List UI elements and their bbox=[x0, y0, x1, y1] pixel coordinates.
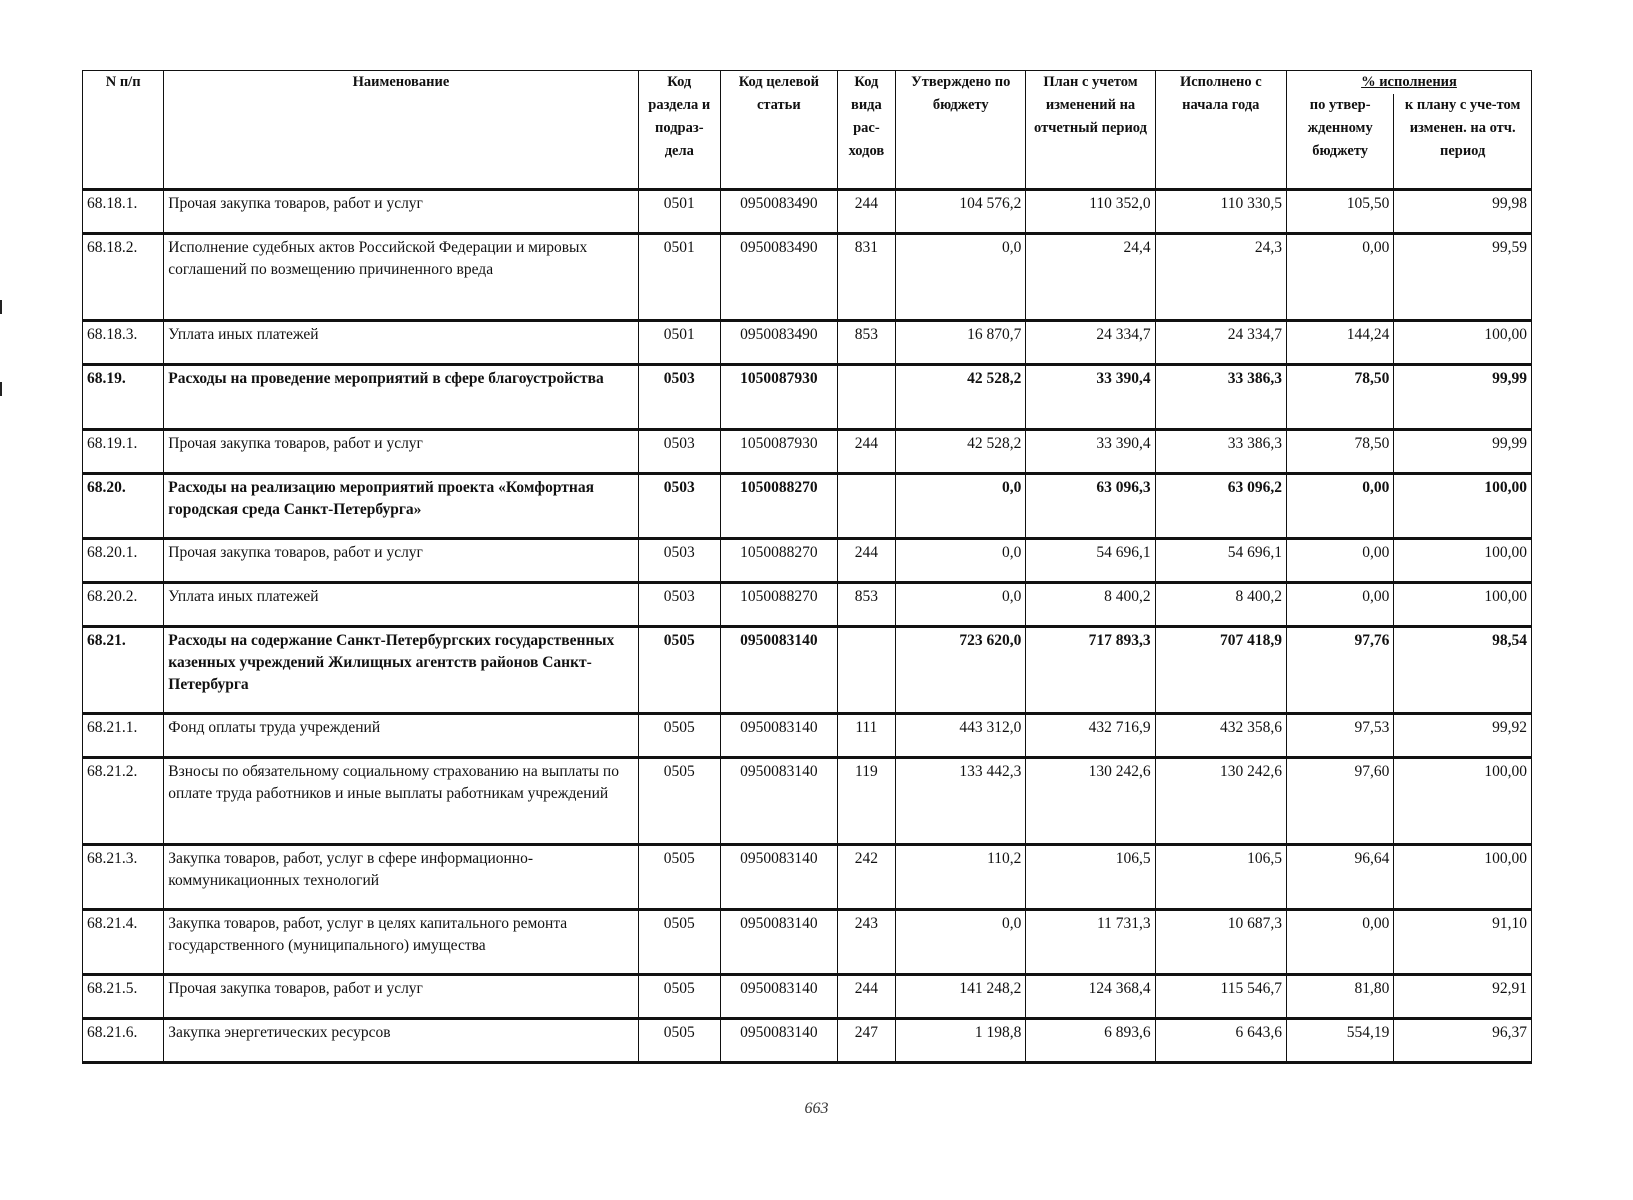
header-approved: Утверждено по бюджету bbox=[896, 71, 1026, 190]
cell-executed: 6 643,6 bbox=[1155, 1019, 1286, 1063]
cell-name: Уплата иных платежей bbox=[164, 321, 638, 365]
cell-percent-plan: 98,54 bbox=[1394, 627, 1532, 714]
cell-percent-plan: 100,00 bbox=[1394, 474, 1532, 539]
header-percent-budget: по утвер-жденному бюджету bbox=[1286, 94, 1393, 190]
cell-percent-plan: 91,10 bbox=[1394, 910, 1532, 975]
cell-percent-budget: 0,00 bbox=[1286, 474, 1393, 539]
cell-approved: 723 620,0 bbox=[896, 627, 1026, 714]
cell-approved: 42 528,2 bbox=[896, 430, 1026, 474]
cell-expense-type bbox=[837, 474, 895, 539]
cell-percent-budget: 0,00 bbox=[1286, 539, 1393, 583]
cell-target-code: 1050088270 bbox=[720, 474, 837, 539]
table-row bbox=[83, 321, 1532, 365]
cell-plan: 33 390,4 bbox=[1026, 365, 1155, 430]
cell-executed: 106,5 bbox=[1155, 845, 1286, 910]
cell-executed: 54 696,1 bbox=[1155, 539, 1286, 583]
cell-plan: 106,5 bbox=[1026, 845, 1155, 910]
cell-percent-budget: 0,00 bbox=[1286, 583, 1393, 627]
cell-approved: 16 870,7 bbox=[896, 321, 1026, 365]
cell-section-code: 0503 bbox=[638, 583, 720, 627]
cell-executed: 24,3 bbox=[1155, 234, 1286, 321]
cell-plan: 432 716,9 bbox=[1026, 714, 1155, 758]
cell-name: Взносы по обязательному социальному страхованию на выплаты по оплате труда работников и иные выплаты работникам учреждений bbox=[164, 758, 638, 845]
cell-expense-type bbox=[837, 365, 895, 430]
cell-section-code: 0505 bbox=[638, 1019, 720, 1063]
cell-executed: 707 418,9 bbox=[1155, 627, 1286, 714]
budget-execution-table bbox=[82, 70, 1532, 1064]
cell-executed: 432 358,6 bbox=[1155, 714, 1286, 758]
table-row bbox=[83, 234, 1532, 321]
cell-percent-budget: 78,50 bbox=[1286, 430, 1393, 474]
cell-section-code: 0505 bbox=[638, 845, 720, 910]
table-row bbox=[83, 1019, 1532, 1063]
cell-approved: 0,0 bbox=[896, 234, 1026, 321]
cell-executed: 24 334,7 bbox=[1155, 321, 1286, 365]
cell-percent-plan: 100,00 bbox=[1394, 539, 1532, 583]
cell-approved: 110,2 bbox=[896, 845, 1026, 910]
cell-num: 68.20.2. bbox=[83, 583, 164, 627]
table-row bbox=[83, 758, 1532, 845]
cell-percent-plan: 99,98 bbox=[1394, 190, 1532, 234]
cell-approved: 104 576,2 bbox=[896, 190, 1026, 234]
cell-percent-plan: 92,91 bbox=[1394, 975, 1532, 1019]
cell-plan: 130 242,6 bbox=[1026, 758, 1155, 845]
cell-percent-plan: 99,99 bbox=[1394, 430, 1532, 474]
cell-num: 68.21.1. bbox=[83, 714, 164, 758]
cell-expense-type: 853 bbox=[837, 321, 895, 365]
cell-plan: 717 893,3 bbox=[1026, 627, 1155, 714]
table-row bbox=[83, 190, 1532, 234]
cell-plan: 24 334,7 bbox=[1026, 321, 1155, 365]
cell-percent-plan: 99,99 bbox=[1394, 365, 1532, 430]
cell-expense-type: 244 bbox=[837, 975, 895, 1019]
cell-plan: 54 696,1 bbox=[1026, 539, 1155, 583]
cell-target-code: 0950083140 bbox=[720, 845, 837, 910]
table-row bbox=[83, 975, 1532, 1019]
cell-section-code: 0505 bbox=[638, 975, 720, 1019]
cell-percent-plan: 99,59 bbox=[1394, 234, 1532, 321]
cell-section-code: 0503 bbox=[638, 539, 720, 583]
cell-approved: 0,0 bbox=[896, 539, 1026, 583]
cell-expense-type bbox=[837, 627, 895, 714]
cell-name: Уплата иных платежей bbox=[164, 583, 638, 627]
header-expense-type-code: Код вида рас-ходов bbox=[837, 71, 895, 190]
cell-name: Прочая закупка товаров, работ и услуг bbox=[164, 539, 638, 583]
cell-num: 68.19. bbox=[83, 365, 164, 430]
cell-percent-plan: 100,00 bbox=[1394, 758, 1532, 845]
cell-expense-type: 119 bbox=[837, 758, 895, 845]
cell-num: 68.18.3. bbox=[83, 321, 164, 365]
cell-percent-budget: 97,53 bbox=[1286, 714, 1393, 758]
table-row bbox=[83, 539, 1532, 583]
cell-section-code: 0505 bbox=[638, 758, 720, 845]
cell-expense-type: 831 bbox=[837, 234, 895, 321]
cell-name: Расходы на реализацию мероприятий проекта «Комфортная городская среда Санкт-Петербурга» bbox=[164, 474, 638, 539]
cell-plan: 24,4 bbox=[1026, 234, 1155, 321]
table-row bbox=[83, 430, 1532, 474]
scan-edge-mark bbox=[0, 300, 2, 314]
table-row bbox=[83, 583, 1532, 627]
cell-name: Закупка товаров, работ, услуг в сфере информационно-коммуникационных технологий bbox=[164, 845, 638, 910]
cell-plan: 33 390,4 bbox=[1026, 430, 1155, 474]
cell-expense-type: 247 bbox=[837, 1019, 895, 1063]
cell-target-code: 0950083490 bbox=[720, 234, 837, 321]
header-plan: План с учетом изменений на отчетный период bbox=[1026, 71, 1155, 190]
cell-approved: 0,0 bbox=[896, 583, 1026, 627]
cell-approved: 0,0 bbox=[896, 474, 1026, 539]
cell-expense-type: 244 bbox=[837, 190, 895, 234]
table-row bbox=[83, 910, 1532, 975]
cell-expense-type: 244 bbox=[837, 539, 895, 583]
cell-num: 68.21.4. bbox=[83, 910, 164, 975]
cell-section-code: 0501 bbox=[638, 234, 720, 321]
table-row bbox=[83, 627, 1532, 714]
cell-executed: 33 386,3 bbox=[1155, 430, 1286, 474]
cell-executed: 8 400,2 bbox=[1155, 583, 1286, 627]
header-name: Наименование bbox=[164, 71, 638, 190]
page-number: 663 bbox=[804, 1100, 829, 1117]
cell-name: Закупка энергетических ресурсов bbox=[164, 1019, 638, 1063]
cell-target-code: 0950083490 bbox=[720, 321, 837, 365]
cell-executed: 10 687,3 bbox=[1155, 910, 1286, 975]
cell-section-code: 0505 bbox=[638, 910, 720, 975]
cell-percent-budget: 96,64 bbox=[1286, 845, 1393, 910]
cell-approved: 1 198,8 bbox=[896, 1019, 1026, 1063]
cell-expense-type: 244 bbox=[837, 430, 895, 474]
table-body bbox=[83, 190, 1532, 1063]
cell-name: Исполнение судебных актов Российской Федерации и мировых соглашений по возмещению причиненного вреда bbox=[164, 234, 638, 321]
cell-expense-type: 111 bbox=[837, 714, 895, 758]
cell-target-code: 0950083140 bbox=[720, 758, 837, 845]
cell-approved: 0,0 bbox=[896, 910, 1026, 975]
cell-approved: 133 442,3 bbox=[896, 758, 1026, 845]
cell-num: 68.21.2. bbox=[83, 758, 164, 845]
cell-plan: 63 096,3 bbox=[1026, 474, 1155, 539]
header-percent-plan: к плану с уче-том изменен. на отч. период bbox=[1394, 94, 1532, 190]
cell-percent-plan: 100,00 bbox=[1394, 321, 1532, 365]
cell-percent-budget: 144,24 bbox=[1286, 321, 1393, 365]
cell-percent-budget: 0,00 bbox=[1286, 234, 1393, 321]
cell-target-code: 0950083490 bbox=[720, 190, 837, 234]
cell-expense-type: 243 bbox=[837, 910, 895, 975]
cell-num: 68.20. bbox=[83, 474, 164, 539]
cell-name: Фонд оплаты труда учреждений bbox=[164, 714, 638, 758]
cell-percent-plan: 100,00 bbox=[1394, 583, 1532, 627]
cell-num: 68.20.1. bbox=[83, 539, 164, 583]
cell-expense-type: 853 bbox=[837, 583, 895, 627]
cell-percent-budget: 81,80 bbox=[1286, 975, 1393, 1019]
cell-target-code: 1050088270 bbox=[720, 539, 837, 583]
cell-executed: 115 546,7 bbox=[1155, 975, 1286, 1019]
table-row bbox=[83, 714, 1532, 758]
cell-target-code: 1050088270 bbox=[720, 583, 837, 627]
scan-edge-mark bbox=[0, 382, 2, 396]
cell-name: Прочая закупка товаров, работ и услуг bbox=[164, 430, 638, 474]
cell-name: Прочая закупка товаров, работ и услуг bbox=[164, 975, 638, 1019]
cell-section-code: 0505 bbox=[638, 627, 720, 714]
cell-num: 68.18.2. bbox=[83, 234, 164, 321]
cell-plan: 8 400,2 bbox=[1026, 583, 1155, 627]
cell-target-code: 0950083140 bbox=[720, 1019, 837, 1063]
cell-percent-plan: 99,92 bbox=[1394, 714, 1532, 758]
cell-section-code: 0503 bbox=[638, 430, 720, 474]
cell-name: Расходы на содержание Санкт-Петербургских государственных казенных учреждений Жилищных агентств районов Санкт-Петербурга bbox=[164, 627, 638, 714]
cell-expense-type: 242 bbox=[837, 845, 895, 910]
cell-approved: 42 528,2 bbox=[896, 365, 1026, 430]
cell-target-code: 0950083140 bbox=[720, 627, 837, 714]
cell-plan: 6 893,6 bbox=[1026, 1019, 1155, 1063]
table-row bbox=[83, 474, 1532, 539]
cell-name: Закупка товаров, работ, услуг в целях капитального ремонта государственного (муниципального) имущества bbox=[164, 910, 638, 975]
cell-name: Расходы на проведение мероприятий в сфере благоустройства bbox=[164, 365, 638, 430]
cell-num: 68.18.1. bbox=[83, 190, 164, 234]
cell-target-code: 0950083140 bbox=[720, 714, 837, 758]
cell-section-code: 0503 bbox=[638, 365, 720, 430]
cell-executed: 130 242,6 bbox=[1155, 758, 1286, 845]
cell-target-code: 0950083140 bbox=[720, 910, 837, 975]
header-section-code: Код раздела и подраз-дела bbox=[638, 71, 720, 190]
cell-executed: 33 386,3 bbox=[1155, 365, 1286, 430]
cell-section-code: 0503 bbox=[638, 474, 720, 539]
cell-percent-budget: 554,19 bbox=[1286, 1019, 1393, 1063]
cell-target-code: 1050087930 bbox=[720, 365, 837, 430]
cell-approved: 443 312,0 bbox=[896, 714, 1026, 758]
cell-num: 68.21.3. bbox=[83, 845, 164, 910]
cell-percent-plan: 96,37 bbox=[1394, 1019, 1532, 1063]
cell-percent-budget: 0,00 bbox=[1286, 910, 1393, 975]
cell-percent-budget: 105,50 bbox=[1286, 190, 1393, 234]
header-target-code: Код целевой статьи bbox=[720, 71, 837, 190]
header-num: N п/п bbox=[83, 71, 164, 190]
header-executed: Исполнено с начала года bbox=[1155, 71, 1286, 190]
cell-executed: 110 330,5 bbox=[1155, 190, 1286, 234]
cell-section-code: 0501 bbox=[638, 190, 720, 234]
cell-percent-budget: 97,76 bbox=[1286, 627, 1393, 714]
cell-section-code: 0505 bbox=[638, 714, 720, 758]
cell-percent-plan: 100,00 bbox=[1394, 845, 1532, 910]
cell-plan: 11 731,3 bbox=[1026, 910, 1155, 975]
cell-target-code: 1050087930 bbox=[720, 430, 837, 474]
cell-plan: 124 368,4 bbox=[1026, 975, 1155, 1019]
cell-target-code: 0950083140 bbox=[720, 975, 837, 1019]
cell-num: 68.21.5. bbox=[83, 975, 164, 1019]
table-row bbox=[83, 365, 1532, 430]
cell-num: 68.21. bbox=[83, 627, 164, 714]
cell-num: 68.21.6. bbox=[83, 1019, 164, 1063]
cell-plan: 110 352,0 bbox=[1026, 190, 1155, 234]
cell-approved: 141 248,2 bbox=[896, 975, 1026, 1019]
cell-name: Прочая закупка товаров, работ и услуг bbox=[164, 190, 638, 234]
table-row bbox=[83, 845, 1532, 910]
cell-percent-budget: 78,50 bbox=[1286, 365, 1393, 430]
cell-percent-budget: 97,60 bbox=[1286, 758, 1393, 845]
cell-num: 68.19.1. bbox=[83, 430, 164, 474]
header-percent-group: % исполнения bbox=[1286, 71, 1531, 95]
cell-executed: 63 096,2 bbox=[1155, 474, 1286, 539]
cell-section-code: 0501 bbox=[638, 321, 720, 365]
